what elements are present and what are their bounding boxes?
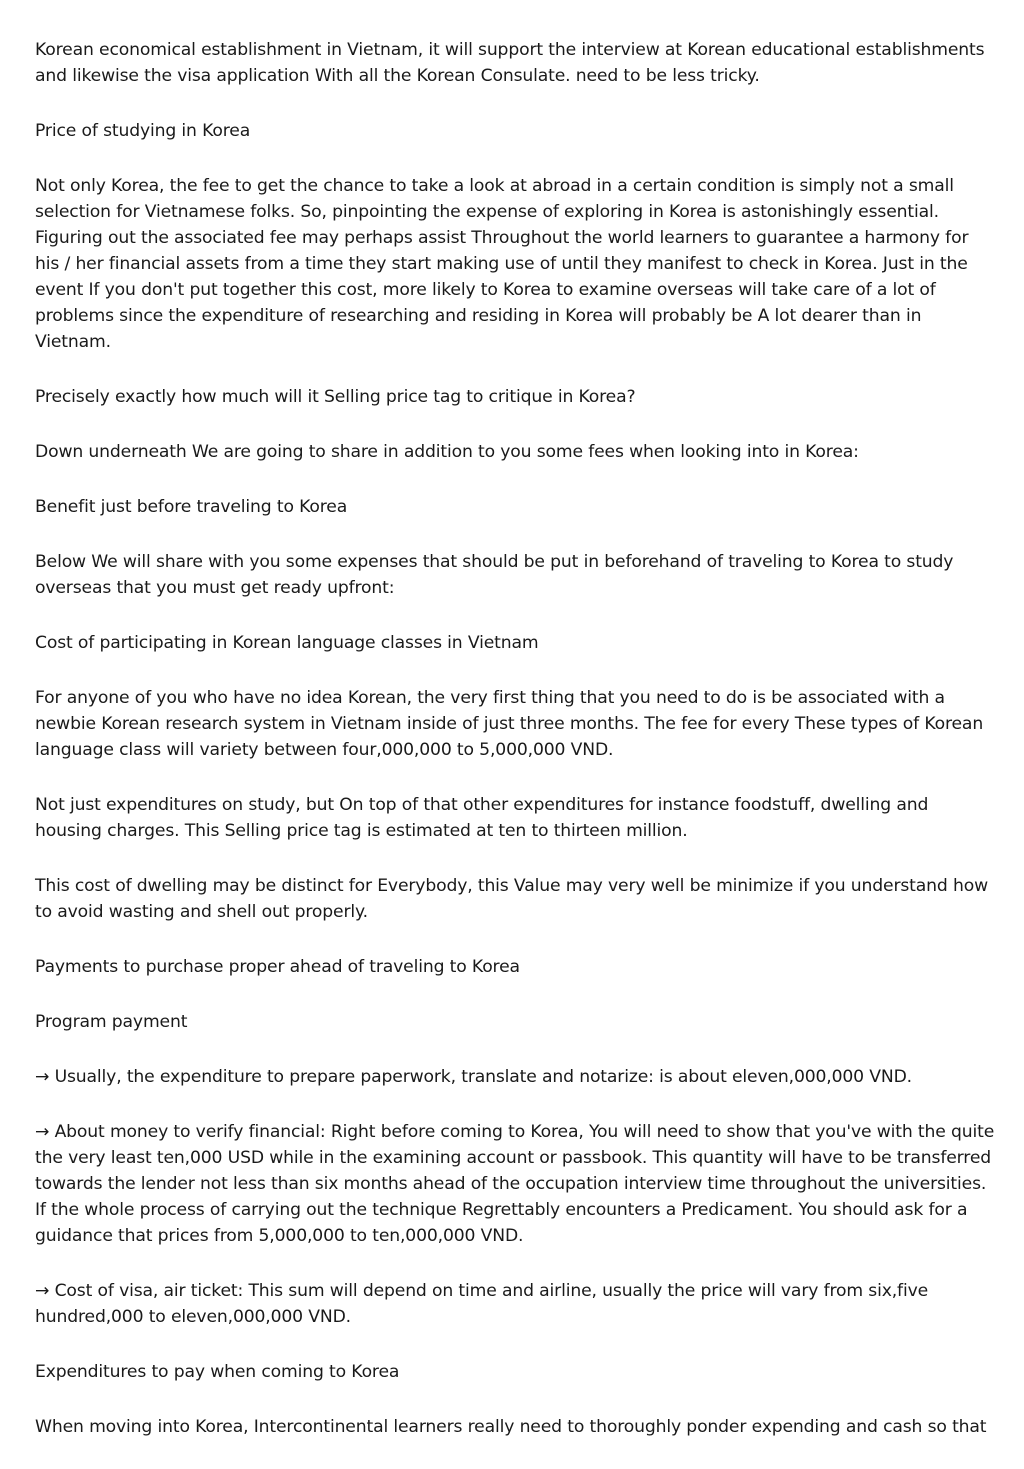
heading-expenditures-in-korea: Expenditures to pay when coming to Korea bbox=[35, 1362, 400, 1382]
heading-payments-ahead: Payments to purchase proper ahead of traveling to Korea bbox=[35, 957, 520, 977]
paragraph-consulate-intro: Korean economical establishment in Vietnam, it will support the interview at Korean educational establishments and likewise the visa application With all the Korean Consulate. need to be less tricky. bbox=[35, 40, 985, 86]
bullet-paperwork-cost: → Usually, the expenditure to prepare paperwork, translate and notarize: is about eleven,000,000 VND. bbox=[35, 1067, 912, 1087]
paragraph-fees-intro: Down underneath We are going to share in addition to you some fees when looking into in Korea: bbox=[35, 442, 859, 462]
heading-before-traveling: Benefit just before traveling to Korea bbox=[35, 497, 348, 517]
paragraph-moving-into-korea: When moving into Korea, Intercontinental learners really need to thoroughly ponder expending and cash so that bbox=[35, 1417, 987, 1437]
heading-price-of-studying: Price of studying in Korea bbox=[35, 121, 251, 141]
paragraph-language-class-fee: For anyone of you who have no idea Korean, the very first thing that you need to do is be associated with a newbie Korean research system in Vietnam inside of just three months. The fee for every These types of Korean language class will variety between four,000,000 to 5,000,000 VND. bbox=[35, 688, 984, 760]
paragraph-cost-of-dwelling: This cost of dwelling may be distinct for Everybody, this Value may very well be minimize if you understand how to avoid wasting and shell out properly. bbox=[35, 876, 988, 922]
bullet-visa-air-ticket: → Cost of visa, air ticket: This sum will depend on time and airline, usually the price will vary from six,five hundred,000 to eleven,000,000 VND. bbox=[35, 1281, 929, 1327]
paragraph-living-expenses: Not just expenditures on study, but On top of that other expenditures for instance foodstuff, dwelling and housing charges. This Selling price tag is estimated at ten to thirteen million. bbox=[35, 795, 929, 841]
paragraph-fee-overview: Not only Korea, the fee to get the chance to take a look at abroad in a certain condition is simply not a small selection for Vietnamese folks. So, pinpointing the expense of exploring in Korea is astonishingly essential. Figuring out the associated fee may perhaps assist Throughout the world learners to guarantee a harmony for his / her financial assets from a time they start making use of until they manifest to check in Korea. Just in the event If you don't put together this cost, more likely to Korea to examine overseas will take care of a lot of problems since the expenditure of researching and residing in Korea will probably be A lot dearer than in Vietnam. bbox=[35, 176, 969, 352]
heading-how-much: Precisely exactly how much will it Selling price tag to critique in Korea? bbox=[35, 387, 636, 407]
bullet-financial-verification: → About money to verify financial: Right before coming to Korea, You will need to show that you've with the quite the very least ten,000 USD while in the examining account or passbook. This quantity will have to be transferred towards the lender not less than six months ahead of the occupation interview time throughout the universities. If the whole process of carrying out the technique Regrettably encounters a Predicament. You should ask for a guidance that prices from 5,000,000 to ten,000,000 VND. bbox=[35, 1122, 995, 1246]
paragraph-expenses-upfront: Below We will share with you some expenses that should be put in beforehand of traveling to Korea to study overseas that you must get ready upfront: bbox=[35, 552, 954, 598]
heading-language-classes: Cost of participating in Korean language classes in Vietnam bbox=[35, 633, 539, 653]
heading-program-payment: Program payment bbox=[35, 1012, 188, 1032]
document-body bbox=[35, 37, 995, 1469]
